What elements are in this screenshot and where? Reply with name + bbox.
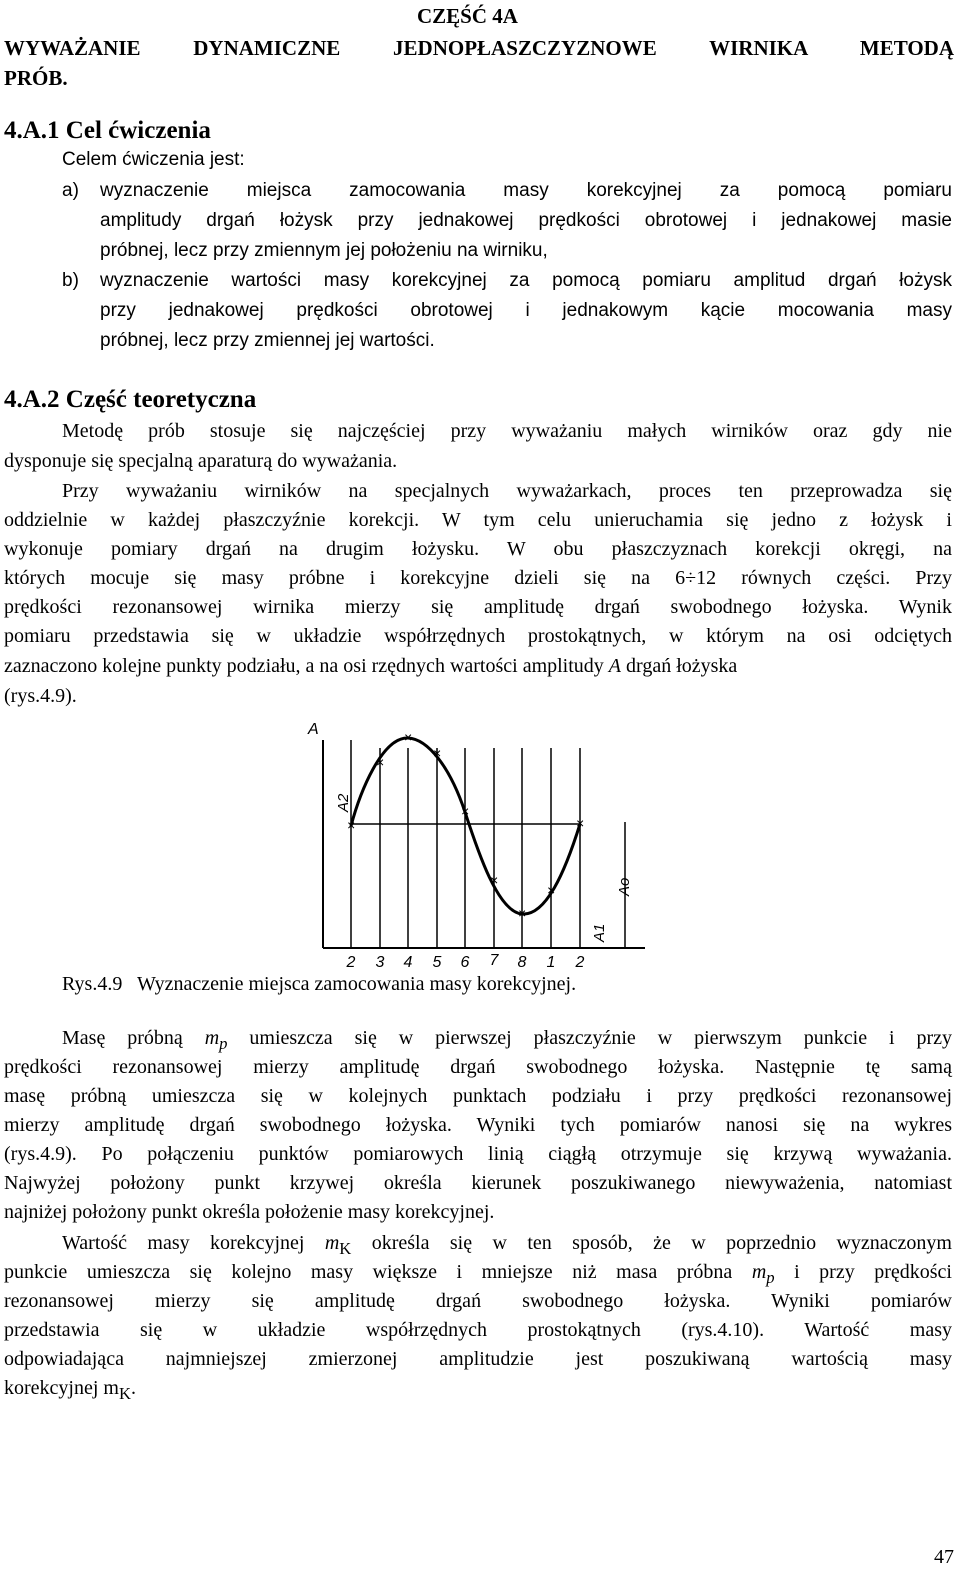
paragraph-line: Najwyżej położony punkt krzywej określa kierunek poszukiwanego niewyważenia, natomiast: [4, 1172, 952, 1194]
measurement-point: ×: [375, 754, 385, 770]
paragraph-line: wykonuje pomiary drgań na drugim łożysku. W obu płaszczyznach korekcji okręgi, na: [4, 538, 952, 560]
text-run: określa się w ten sposób, że w poprzednio wyznaczonym: [351, 1232, 952, 1254]
section-heading-teoria: 4.A.2 Część teoretyczna: [4, 386, 257, 413]
subscript-k: K: [339, 1239, 352, 1258]
measurement-point: ×: [489, 872, 499, 888]
variable-m: m: [324, 1232, 340, 1254]
measurement-point: ×: [575, 815, 585, 831]
text-run: Wartość masy korekcyjnej: [62, 1232, 325, 1254]
x-tick-label: 1: [546, 954, 556, 971]
list-item-a-line: próbnej, lecz przy zmiennym jej położeniu na wirniku,: [100, 240, 548, 261]
variable-m: m: [103, 1377, 119, 1399]
balancing-curve-figure: [300, 712, 650, 974]
part-title: CZĘŚĆ 4A: [417, 4, 518, 28]
main-title: WYWAŻANIE DYNAMICZNE JEDNOPŁASZCZYZNOWE WIRNIKA METODĄ: [4, 36, 954, 60]
paragraph-line: [62, 1027, 952, 1054]
measurement-point: ×: [432, 745, 442, 761]
a0-label: Ao: [616, 877, 633, 896]
text-run: korekcyjnej: [4, 1377, 104, 1399]
measurement-point: ×: [517, 905, 527, 921]
variable-m: m: [751, 1261, 767, 1283]
text-run: zaznaczono kolejne punkty podziału, a na osi rzędnych wartości amplitudy: [4, 655, 609, 677]
x-tick-label: 2: [575, 954, 585, 971]
list-marker-a: a): [62, 180, 79, 201]
text-run: i przy prędkości: [774, 1261, 952, 1283]
paragraph-line: dysponuje się specjalną aparaturą do wyważania.: [4, 450, 398, 472]
paragraph-line: Przy wyważaniu wirników na specjalnych wyważarkach, proces ten przeprowadza się: [62, 480, 952, 502]
paragraph-line: prędkości rezonansowej mierzy amplitudę drgań swobodnego łożyska. Następnie tę samą: [4, 1056, 952, 1078]
x-tick-label: 3: [375, 954, 385, 971]
paragraph-line: prędkości rezonansowej wirnika mierzy się amplitudę drgań swobodnego łożyska. Wynik: [4, 596, 952, 618]
x-tick-label: 7: [489, 952, 499, 969]
main-title-continuation: PRÓB.: [4, 66, 68, 90]
list-item-a-line: amplitudy drgań łożysk przy jednakowej prędkości obrotowej i jednakowej masie: [100, 210, 952, 231]
subscript-p: p: [766, 1268, 775, 1287]
list-marker-b: b): [62, 270, 79, 291]
paragraph-line: masę próbną umieszcza się w kolejnych punktach podziału i przy prędkości rezonansowej: [4, 1085, 952, 1107]
measurement-point: ×: [546, 882, 556, 898]
list-item-b-line: wyznaczenie wartości masy korekcyjnej za pomocą pomiaru amplitud drgań łożysk: [100, 270, 952, 291]
paragraph-line: odpowiadająca najmniejszej zmierzonej amplitudzie jest poszukiwaną wartością masy: [4, 1348, 952, 1370]
paragraph-line: [4, 655, 952, 678]
paragraph-line: [62, 1232, 952, 1259]
paragraph-line: których mocuje się masy próbne i korekcyjne dzieli się na 6÷12 równych części. Przy: [4, 567, 952, 589]
list-item-a-line: wyznaczenie miejsca zamocowania masy korekcyjnej za pomocą pomiaru: [100, 180, 952, 201]
variable-m: m: [204, 1027, 220, 1049]
x-tick-label: 5: [432, 954, 442, 971]
measurement-point: ×: [346, 817, 356, 833]
x-tick-label: 4: [403, 954, 413, 971]
figure-caption: Rys.4.9 Wyznaczenie miejsca zamocowania masy korekcyjnej.: [62, 973, 577, 995]
y-axis-label: A: [308, 721, 319, 738]
paragraph-line: pomiaru przedstawia się w układzie współrzędnych prostokątnych, w którym na osi odciętych: [4, 625, 952, 647]
measurement-point: ×: [460, 803, 470, 819]
text-run: drgań łożyska: [621, 655, 738, 677]
division-lines: [351, 748, 580, 948]
paragraph-line: [4, 1261, 952, 1288]
paragraph-line: (rys.4.9). Po połączeniu punktów pomiarowych linią ciągłą otrzymuje się krzywą wyważania.: [4, 1143, 952, 1165]
page-number: 47: [934, 1546, 954, 1568]
paragraph-line: Metodę prób stosuje się najczęściej przy wyważaniu małych wirników oraz gdy nie: [62, 420, 952, 442]
paragraph-line: najniżej położony punkt określa położenie masy korekcyjnej.: [4, 1201, 495, 1223]
intro-line: Celem ćwiczenia jest:: [62, 149, 245, 170]
text-run: Masę próbną: [62, 1027, 205, 1049]
list-item-b-line: przy jednakowej prędkości obrotowej i jednakowym kącie mocowania masy: [100, 300, 952, 321]
text-run: umieszcza się w pierwszej płaszczyźnie w pierwszym punkcie i przy: [227, 1027, 952, 1049]
a2-label: A2: [335, 793, 352, 812]
x-tick-label: 8: [517, 954, 527, 971]
paragraph-line: [4, 1377, 136, 1404]
section-heading-cel: 4.A.1 Cel ćwiczenia: [4, 117, 211, 144]
variable-a: A: [608, 655, 622, 677]
text-run: punkcie umieszcza się kolejno masy większe i mniejsze niż masa próbna: [4, 1261, 752, 1283]
paragraph-line: (rys.4.9).: [4, 685, 77, 707]
x-tick-label: 6: [460, 954, 470, 971]
subscript-p: p: [219, 1034, 228, 1053]
paragraph-line: rezonansowej mierzy się amplitudę drgań swobodnego łożyska. Wyniki pomiarów: [4, 1290, 952, 1312]
measurement-point: ×: [403, 729, 413, 745]
paragraph-line: mierzy amplitudę drgań swobodnego łożyska. Wyniki tych pomiarów nanosi się na wykres: [4, 1114, 952, 1136]
subscript-k: K: [118, 1384, 131, 1403]
list-item-b-line: próbnej, lecz przy zmiennej jej wartości.: [100, 330, 435, 351]
paragraph-line: przedstawia się w układzie współrzędnych prostokątnych (rys.4.10). Wartość masy: [4, 1319, 952, 1341]
x-tick-label: 2: [346, 954, 356, 971]
a1-label: A1: [591, 923, 608, 942]
text-run: .: [131, 1377, 136, 1399]
paragraph-line: oddzielnie w każdej płaszczyźnie korekcji. W tym celu unieruchamia się jedno z łożysk i: [4, 509, 952, 531]
